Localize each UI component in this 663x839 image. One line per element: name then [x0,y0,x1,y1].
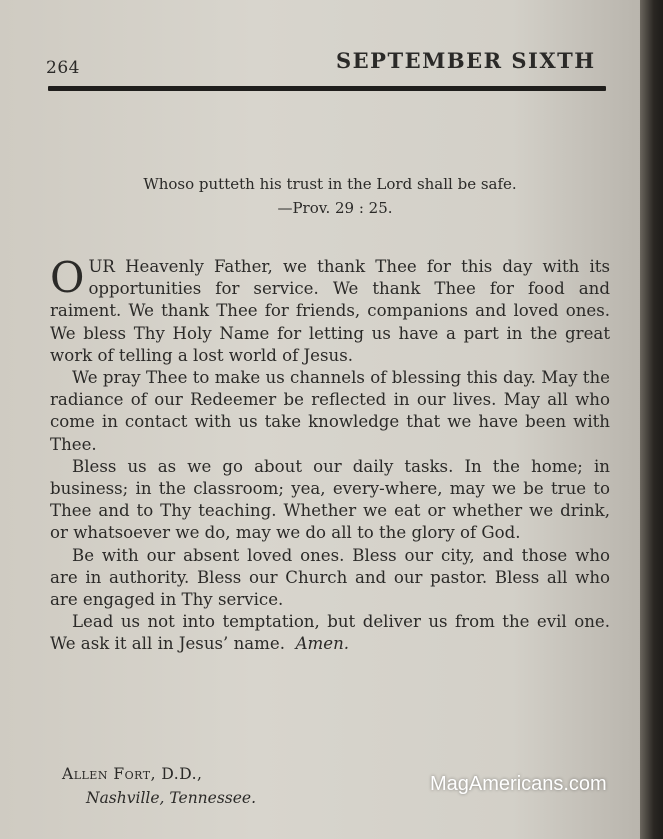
prayer-paragraph-5-text: Lead us not into temptation, but deliver us from the evil one. We ask it all in Jesus’ name. [50,612,610,654]
watermark: MagAmericans.com [430,773,607,795]
prayer-paragraph-1 [50,253,610,367]
author-place: Nashville, Tennessee. [86,789,257,807]
drop-cap: O [50,253,85,302]
page-title: SEPTEMBER SIXTH [336,48,596,73]
epigraph-reference: —Prov. 29 : 25. [277,199,393,217]
book-spine-edge [640,0,663,839]
epigraph [60,172,600,220]
prayer-paragraph-2: We pray Thee to make us channels of blessing this day. May the radiance of our Redeemer be reflected in our lives. May all who come in contact with us take knowledge that we have been with Thee. [50,368,610,454]
prayer-paragraph-5 [50,611,610,655]
prayer-body [50,253,610,656]
signature [62,762,256,810]
amen: Amen. [295,634,350,654]
epigraph-text: Whoso putteth his trust in the Lord shall be safe. [143,175,517,193]
prayer-paragraph-4: Be with our absent loved ones. Bless our city, and those who are in authority. Bless our Church and our pastor. Bless all who are engaged in Thy service. [50,545,610,610]
header-rule [48,86,606,91]
page-number: 264 [46,58,80,78]
prayer-paragraph-3: Bless us as we go about our daily tasks. In the home; in business; in the classroom; yea, every-where, may we be true to Thee and to Thy teaching. Whether we eat or whether we drink, or whatsoever we do, may we do all to the glory of God. [50,456,610,543]
prayer-paragraph-1-text: UR Heavenly Father, we thank Thee for this day with its opportunities for service. We thank Thee for food and raiment. We thank Thee for friends, companions and loved ones. We bless Thy Holy Name for letting us have a part in the great work of telling a lost world of Jesus. [50,257,610,365]
author-name: Allen Fort, D.D., [62,765,203,783]
